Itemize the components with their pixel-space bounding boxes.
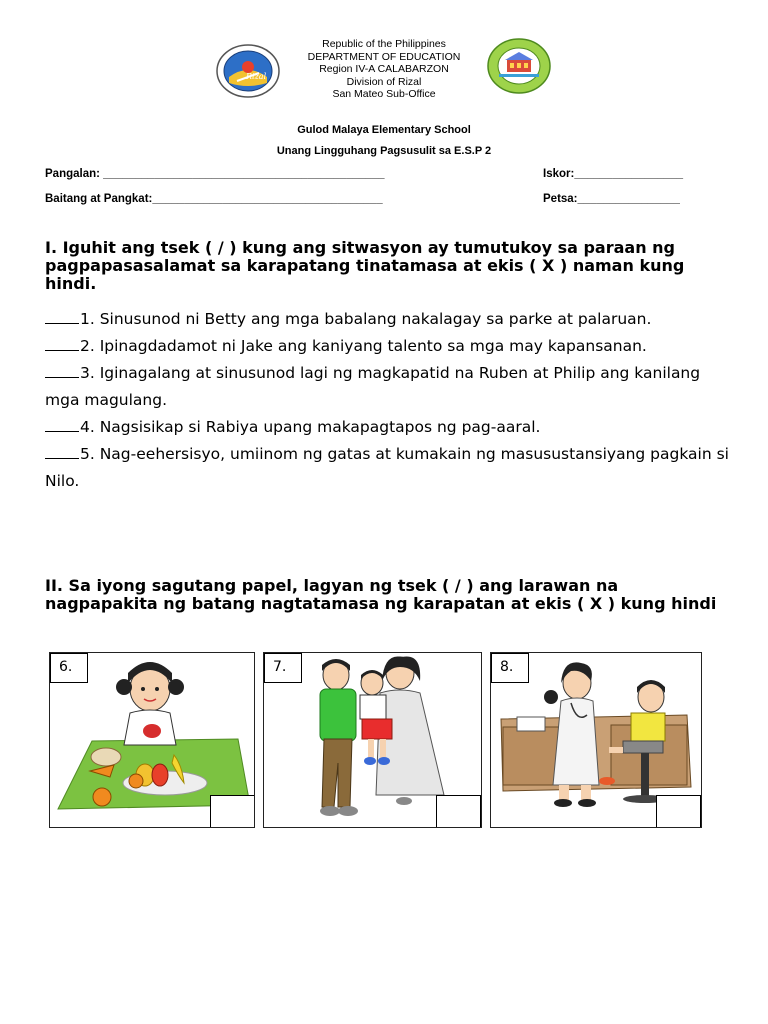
- letterhead: [0, 38, 768, 101]
- answer-box[interactable]: [210, 795, 255, 828]
- item-text: 5. Nag-eehersisyo, umiinom ng gatas at kumakain ng masusustansiyang pagkain si Nilo.: [45, 445, 729, 490]
- list-item: [45, 306, 735, 333]
- item-text: 3. Iginagalang at sinusunod lagi ng magkapatid na Ruben at Philip ang kanilang mga magulang.: [45, 364, 701, 409]
- section2-instruction: II. Sa iyong sagutang papel, lagyan ng tsek ( / ) ang larawan na nagpapakita ng batang nagtatamasa ng karapatan at ekis ( X ) kung hindi: [45, 576, 717, 613]
- header-line-republic: Republic of the Philippines: [322, 38, 446, 50]
- answer-blank[interactable]: [45, 417, 79, 432]
- item-text: 1. Sinusunod ni Betty ang mga babalang nakalagay sa parke at palaruan.: [80, 310, 652, 328]
- answer-blank[interactable]: [45, 444, 79, 459]
- svg-text:Rizal: Rizal: [246, 72, 267, 81]
- school-name: Gulod Malaya Elementary School: [297, 124, 471, 136]
- picture-8-frame: [490, 652, 702, 828]
- answer-blank[interactable]: [45, 336, 79, 351]
- header-line-division: Division of Rizal: [346, 75, 422, 88]
- answer-blank[interactable]: [45, 309, 79, 324]
- header-line-suboffice: San Mateo Sub-Office: [332, 88, 436, 100]
- picture-6-frame: [49, 652, 255, 828]
- quiz-title: Unang Lingguhang Pagsusulit sa E.S.P 2: [276, 145, 492, 157]
- header-line-region: Region IV-A CALABARZON: [319, 63, 449, 75]
- section1-instruction: I. Iguhit ang tsek ( / ) kung ang sitwasyon ay tumutukoy sa paraan ng pagpapasasalamat sa karapatang tinatamasa at ekis ( X ) naman kung hindi.: [45, 238, 685, 293]
- answer-box[interactable]: [436, 795, 481, 828]
- list-item: [45, 360, 735, 414]
- answer-box[interactable]: [656, 795, 701, 828]
- answer-blank[interactable]: [45, 363, 79, 378]
- header-line-deped: DEPARTMENT OF EDUCATION: [307, 50, 461, 63]
- item-text: 4. Nagsisikap si Rabiya upang makapagtapos ng pag-aaral.: [80, 418, 541, 436]
- picture-number: 6.: [50, 653, 88, 683]
- list-item: [45, 414, 735, 441]
- name-field[interactable]: Pangalan: ____________________________________________: [45, 168, 385, 180]
- picture-number: 7.: [264, 653, 302, 683]
- grade-section-field[interactable]: Baitang at Pangkat:____________________________________: [45, 193, 383, 205]
- section1-items: [45, 306, 735, 495]
- picture-7-frame: [263, 652, 482, 828]
- score-field[interactable]: Iskor:_________________: [543, 168, 684, 180]
- list-item: [45, 441, 735, 495]
- list-item: [45, 333, 735, 360]
- item-text: 2. Ipinagdadamot ni Jake ang kaniyang talento sa mga may kapansanan.: [80, 337, 647, 355]
- picture-number: 8.: [491, 653, 529, 683]
- date-field[interactable]: Petsa:________________: [543, 193, 680, 205]
